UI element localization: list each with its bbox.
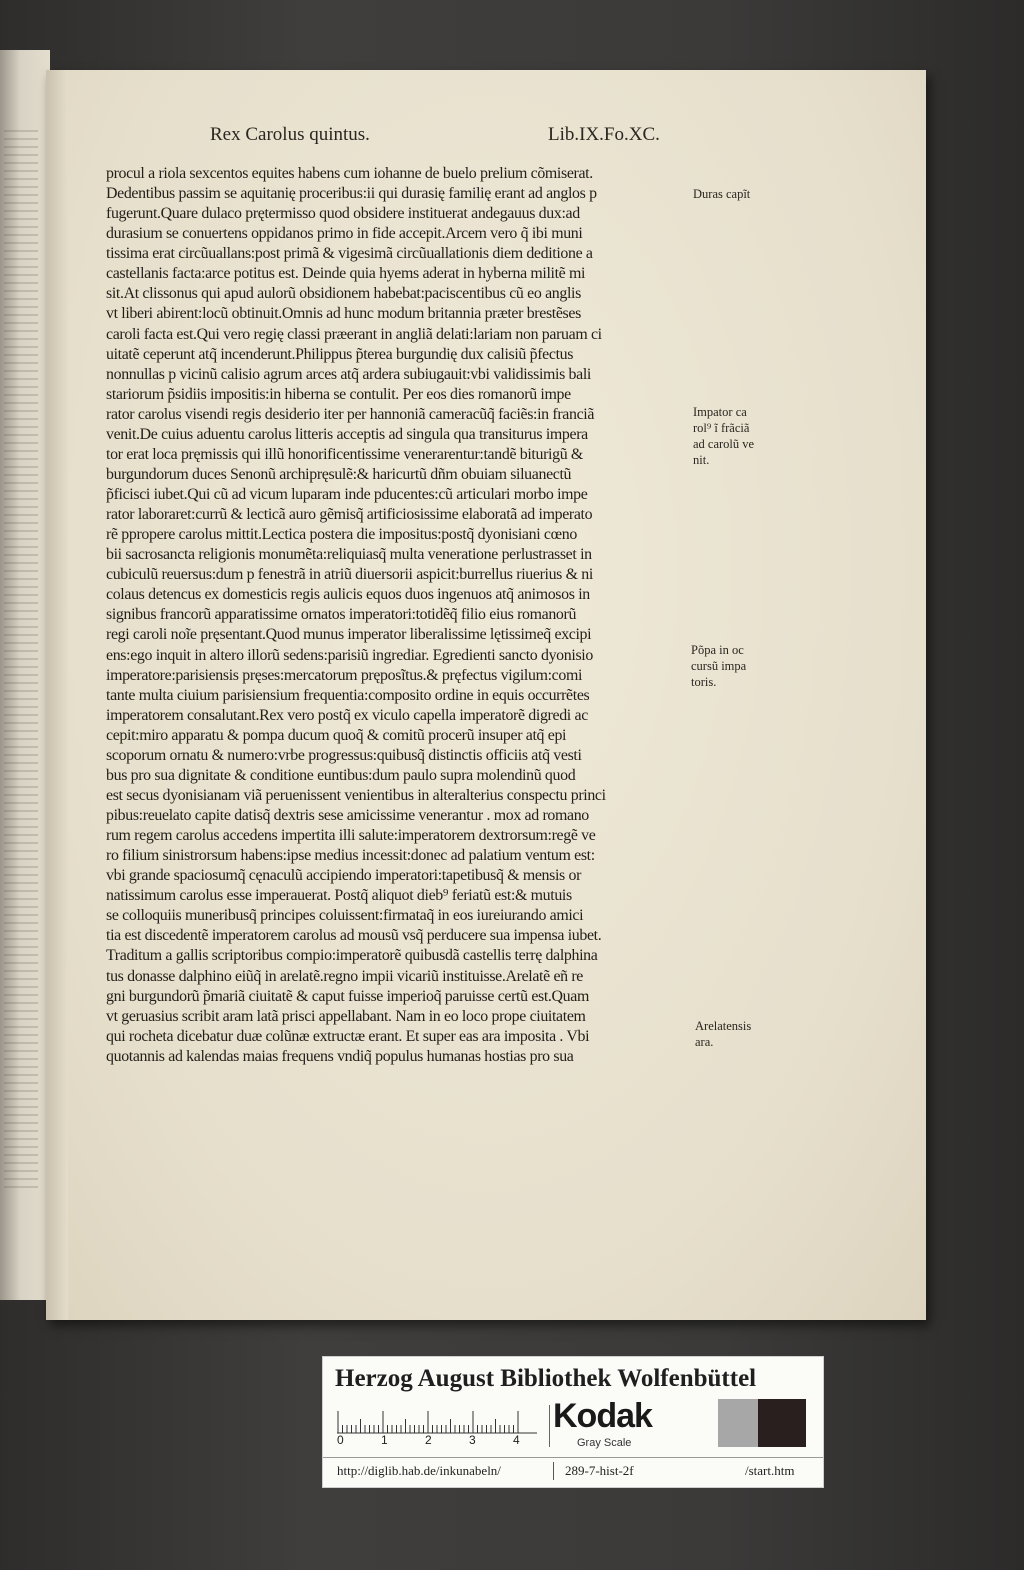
marginal-note-duras [693, 186, 750, 202]
text-line: Dedentibus passim se aquitanię proceribus:ii qui durasię familię erant ad anglos p [106, 185, 597, 203]
text-line: venit.De cuius aduentu carolus litteris acceptis ad singula qua transiturus impera [106, 425, 588, 443]
running-head-left: Rex Carolus quintus. [210, 124, 370, 145]
text-line: imperatore:parisiensis pręses:mercatorum pręposĩtus.& pręfectus vigilum:comi [106, 666, 583, 684]
text-line: bii sacrosancta religionis monumẽta:reliquiasq̃ multa veneratione perlustrasset in [106, 546, 592, 564]
text-line: vt geruasius scribit aram latã prisci appellabant. Nam in eo loco prope ciuitatem [106, 1007, 586, 1025]
ruler-number: 2 [425, 1433, 432, 1447]
text-line: ro filium sinistrorsum habens:ipse medius incessit:donec ad palatium ventum est: [106, 847, 595, 865]
facing-page-text [4, 130, 38, 1190]
label-divider [549, 1405, 550, 1447]
library-label-card [322, 1356, 824, 1488]
text-line: Traditum a gallis scriptoribus compio:imperatorẽ quibusdã castellis terrę dalphina [106, 947, 598, 965]
text-line: scoporum ornatu & numero:vrbe progressus:quibusq̃ distinctis officiis atq̃ vesti [106, 746, 582, 764]
url-divider [553, 1462, 554, 1480]
kodak-logo: Kodak [553, 1397, 652, 1435]
ruler-scale-icon [337, 1405, 537, 1435]
text-line: est secus dyonisianam viã peruenissent venientibus in alteralterius conspectu princi [106, 786, 606, 804]
text-line: qui rocheta dicebatur duӕ colũnӕ extructӕ erant. Et super eas ara imposita . Vbi [106, 1027, 590, 1045]
marginal-note-line: ara. [695, 1035, 714, 1049]
text-line: colaus detencus ex domesticis regis aulicis equos duos ingenuos atq̃ animosos in [106, 586, 590, 604]
main-text-block [106, 164, 696, 1067]
text-line: p̃ficisci iubet.Qui cũ ad vicum luparam inde pducentes:cũ articulari morbo impe [106, 486, 588, 503]
page-gutter [46, 70, 68, 1320]
label-shelfmark: 289-7-hist-2f [565, 1463, 634, 1478]
text-line: durasium se conuertens oppidanos primo in fide accepit.Arcem vero q̃ ibi muni [106, 225, 583, 243]
marginal-note-line: Põpa in oc [691, 643, 744, 657]
text-line: rator carolus visendi regis desiderio iter per hannoniã cameracũq̃ faciẽs:in franciã [106, 405, 595, 423]
text-line: bus pro sua dignitate & conditione euntibus:dum paulo supra molendinũ quod [106, 766, 576, 784]
text-line: nonnullas p vicinũ calisio agrum arces atq̃ ardera subiugauit:vbi validissimis bali [106, 365, 591, 383]
text-line: castellanis facta:arce potitus est. Deinde quia hyems aderat in hyberna militẽ mi [106, 265, 586, 283]
marginal-note-line: Arelatensis [695, 1019, 752, 1033]
ruler-number: 1 [381, 1433, 388, 1447]
marginal-note-line: Duras capĩt [693, 187, 751, 201]
marginal-note-line: Impator ca [693, 405, 747, 419]
gray-swatch-light [718, 1399, 758, 1447]
text-line: regi caroli noĩe pręsentant.Quod munus imperator liberalissime lętissimeq̃ excipi [106, 626, 592, 644]
gray-scale-caption: Gray Scale [577, 1437, 632, 1449]
text-line: pibus:reuelato capite datisq̃ dextris sese amicissime venerantur . mox ad romano [106, 807, 589, 824]
text-line: tante multa ciuium parisiensium frequentia:composito ordine in equis occurrẽtes [106, 686, 590, 704]
text-line: cepit:miro apparatu & pompa ducum quoq̃ & comitũ procerũ insuper atq̃ epi [106, 726, 567, 744]
text-line: cubiculũ reuersus:dum p fenestrã in atriũ diuersorii aspicit:burrellus riuerius & ni [106, 566, 593, 584]
ruler-numbers [337, 1433, 537, 1447]
text-line: ens:ego inquit in altero illorũ sedens:parisiũ ingrediar. Egredienti sancto dyonisio [106, 646, 593, 664]
facing-page-edge [0, 50, 50, 1300]
text-line: procul a riola sexcentos equites habens cum iohanne de buelo prelium cõmiserat. [106, 165, 593, 182]
text-line: gni burgundorũ p̃mariã ciuitatẽ & caput fuisse imperioq̃ paruisse certũ est.Quam [106, 987, 589, 1005]
ruler-number: 3 [469, 1433, 476, 1447]
label-url: http://diglib.hab.de/inkunabeln/ [337, 1463, 501, 1478]
text-line: rum regem carolus accedens impertita illi salute:imperatorem dextrorsum:regẽ ve [106, 827, 596, 845]
text-line: vbi grande spaciosumq̃ cęnaculũ accipiendo imperatori:tapetibusq̃ & mensis or [106, 867, 582, 885]
gray-swatch-dark [758, 1399, 806, 1447]
text-line: caroli facta est.Qui vero regię classi prӕerant in angliã delati:lariam non paruam ci [106, 325, 602, 343]
ruler-number: 0 [337, 1433, 344, 1447]
text-line: rator laboraret:currũ & lecticã auro gẽmisq̃ artificiosissime elaboratã ad imperato [106, 506, 593, 524]
label-start-link: /start.htm [745, 1463, 795, 1478]
text-line: natissimum carolus esse imperauerat. Postq̃ aliquot dieb⁹ feriatũ est:& mutuis [106, 887, 572, 905]
library-name: Herzog August Bibliothek Wolfenbüttel [335, 1365, 757, 1392]
running-head-right: Lib.IX.Fo.XC. [548, 124, 660, 145]
marginal-note-line: toris. [691, 675, 717, 689]
marginal-note-pompa [691, 642, 746, 690]
text-line: se colloquiis muneribusq̃ principes coluissent:firmataq̃ in eos iureiurando amici [106, 907, 584, 925]
text-line: signibus francorũ apparatissime ornatos imperatori:totidẽq̃ filio eius romanorũ [106, 606, 577, 624]
text-line: tus donasse dalphino eiũq̃ in arelatẽ.regno impii vicariũ instituisse.Arelatẽ eñ re [106, 967, 584, 985]
marginal-note-line: cursũ impa [691, 659, 747, 673]
marginal-note-line: nit. [693, 453, 710, 467]
text-line: tor erat loca pręmissis qui illũ honorificentissime venerarentur:tandẽ biturigũ & [106, 445, 583, 463]
text-line: fugerunt.Quare dulaco prętermisso quod obsidere instituerat andegauus dux:ad [106, 205, 580, 223]
marginal-note-imperator [693, 404, 754, 468]
text-line: uitatẽ ceperunt atq̃ incenderunt.Philippus p̃terea burgundię dux calisiũ p̃fectus [106, 345, 574, 363]
text-line: imperatorem consalutant.Rex vero postq̃ ex viculo capella imperatorẽ digredi ac [106, 706, 588, 724]
marginal-note-line: ad carolũ ve [693, 437, 755, 451]
marginal-note-arelatensis [695, 1018, 751, 1050]
text-line: tissima erat circũuallans:post primã & vigesimã circũuallationis diem deditione a [106, 245, 593, 263]
text-line: quotannis ad kalendas maias frequens vndiq̃ populus humanas hostias pro sua [106, 1047, 574, 1065]
text-line: stariorum p̃sidiis impositis:in hiberna se contulit. Per eos dies romanorũ impe [106, 385, 571, 403]
marginal-note-line: rol⁹ ĩ frãciã [693, 421, 750, 435]
ruler-number: 4 [513, 1433, 520, 1447]
text-line: tia est discedentẽ imperatorem carolus ad mousũ vsq̃ perducere sua impensa iubet. [106, 927, 602, 945]
text-line: sit.At clissonus qui apud aulorũ obsidionem habebat:paciscentibus cũ eo anglis [106, 285, 581, 303]
label-url-row [323, 1457, 823, 1482]
text-line: rẽ ppropere carolus mittit.Lectica postera die impositus:postq̃ dyonisiani cœno [106, 526, 577, 544]
text-line: burgundorum duces Senonũ archipręsulẽ:& haricurtũ dñm obuiam siluanectũ [106, 465, 572, 483]
text-line: vt liberi abirent:locũ obtinuit.Omnis ad hunc modum britannia prӕter brestẽses [106, 305, 581, 323]
